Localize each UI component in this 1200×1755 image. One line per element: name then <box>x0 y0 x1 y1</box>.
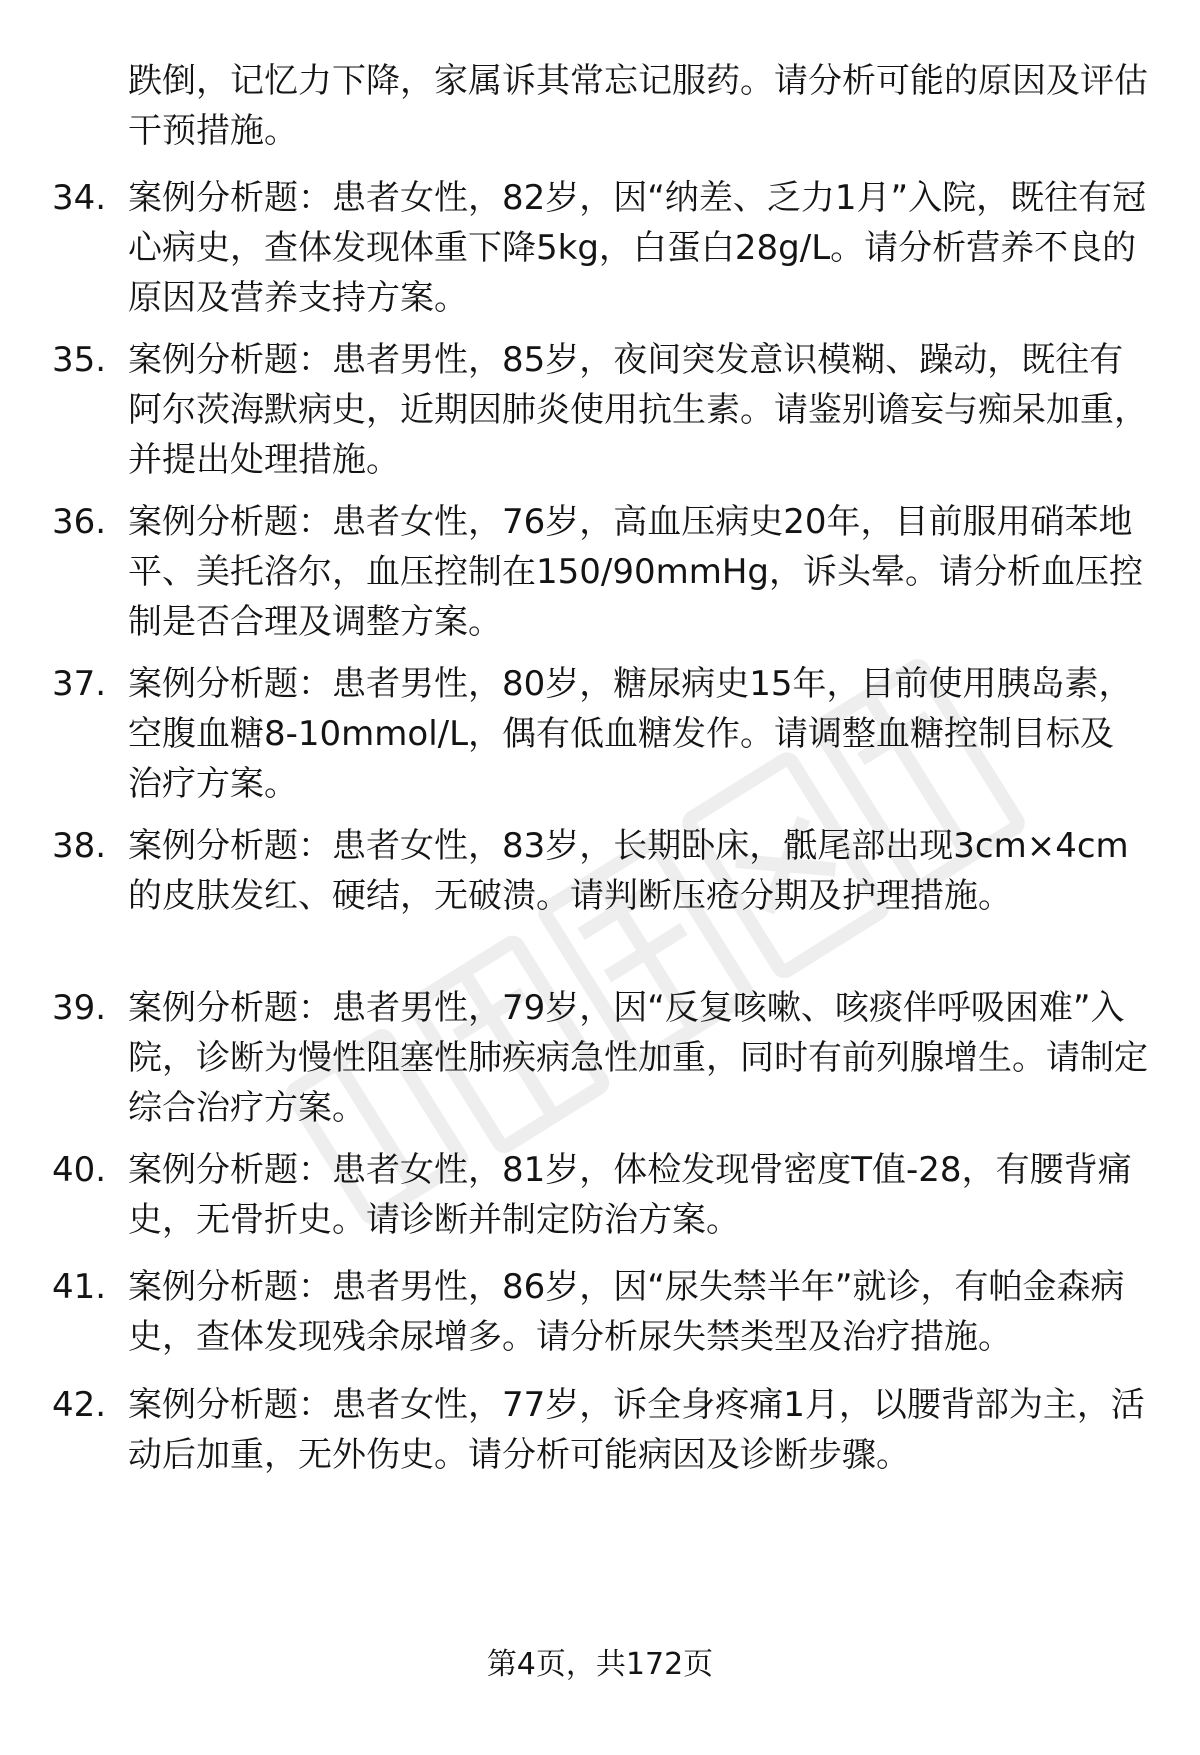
question-text: 案例分析题：患者女性，76岁，高血压病史20年，目前服用硝苯地平、美托洛尔，血压控制在150/90mmHg，诉头晕。请分析血压控制是否合理及调整方案。 <box>128 502 1144 642</box>
question-number: 37. <box>52 664 107 704</box>
question-text: 案例分析题：患者女性，82岁，因“纳差、乏力1月”入院，既往有冠心病史，查体发现体重下降5kg，白蛋白28g/L。请分析营养不良的原因及营养支持方案。 <box>128 178 1147 318</box>
question-text: 案例分析题：患者男性，80岁，糖尿病史15年，目前使用胰岛素，空腹血糖8-10mmol/L，偶有低血糖发作。请调整血糖控制目标及治疗方案。 <box>128 664 1133 804</box>
question-number: 35. <box>52 340 107 380</box>
question-number: 39. <box>52 988 107 1028</box>
question-number: 38. <box>52 826 107 866</box>
question-text: 案例分析题：患者女性，81岁，体检发现骨密度T值-28，有腰背痛史，无骨折史。请诊断并制定防治方案。 <box>128 1150 1132 1240</box>
page-footer: 第4页，共172页 <box>486 1647 714 1682</box>
question-text: 案例分析题：患者女性，83岁，长期卧床，骶尾部出现3cm×4cm的皮肤发红、硬结，无破溃。请判断压疮分期及护理措施。 <box>128 826 1129 916</box>
question-number: 41. <box>52 1267 107 1307</box>
question-text: 案例分析题：患者男性，86岁，因“尿失禁半年”就诊，有帕金森病史，查体发现残余尿增多。请分析尿失禁类型及治疗措施。 <box>128 1267 1125 1357</box>
continuation-text: 跌倒，记忆力下降，家属诉其常忘记服药。请分析可能的原因及评估干预措施。 <box>128 61 1148 151</box>
question-number: 42. <box>52 1385 107 1425</box>
question-text: 案例分析题：患者男性，85岁，夜间突发意识模糊、躁动，既往有阿尔茨海默病史，近期因肺炎使用抗生素。请鉴别谵妄与痴呆加重，并提出处理措施。 <box>128 340 1148 480</box>
question-number: 34. <box>52 178 107 218</box>
question-text: 案例分析题：患者女性，77岁，诉全身疼痛1月，以腰背部为主，活动后加重，无外伤史。请分析可能病因及诊断步骤。 <box>128 1385 1145 1475</box>
question-number: 36. <box>52 502 107 542</box>
question-text: 案例分析题：患者男性，79岁，因“反复咳嗽、咳痰伴呼吸困难”入院，诊断为慢性阻塞性肺疾病急性加重，同时有前列腺增生。请制定综合治疗方案。 <box>128 988 1148 1128</box>
question-number: 40. <box>52 1150 107 1190</box>
